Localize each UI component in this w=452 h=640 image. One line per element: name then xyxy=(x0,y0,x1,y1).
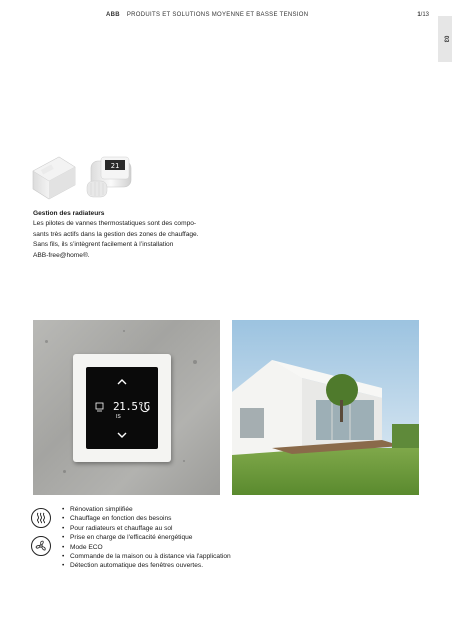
heating-waves-icon xyxy=(31,508,51,528)
thermostat-photo xyxy=(33,320,220,495)
valve-right xyxy=(87,157,131,197)
product-title: Gestion des radiateurs xyxy=(33,210,105,217)
page-current: 1 xyxy=(417,12,421,18)
feature-item: • Détection automatique des fenêtres ouvertes. xyxy=(62,561,231,570)
page-number xyxy=(417,12,429,18)
feature-item: • Pour radiateurs et chauffage au sol xyxy=(62,524,231,533)
temperature-display: 21.5°C xyxy=(113,400,150,413)
header-title: PRODUITS ET SOLUTIONS MOYENNE ET BASSE TENSION xyxy=(126,12,309,18)
thermostat-screen[interactable] xyxy=(86,367,158,449)
page-total: /13 xyxy=(420,12,429,18)
section-tab-label: 03 xyxy=(442,35,448,43)
thermostat-frame xyxy=(73,354,171,462)
chevron-down-icon[interactable] xyxy=(118,433,126,437)
temperature-unit-label: IS xyxy=(116,414,121,420)
valve-display-text: 21 xyxy=(110,162,120,170)
feature-list xyxy=(62,505,231,571)
product-description: Les pilotes de vannes thermostatiques sont des compo- sants très actifs dans la gestion des zones de chauffage. Sans fils, ils s’intègrent facilement à l’installation ABB-free@home®. xyxy=(33,220,199,259)
feature-item: • Mode ECO xyxy=(62,543,231,552)
radiator-valves-image xyxy=(31,145,141,205)
feature-item: • Prise en charge de l'efficacité énergétique xyxy=(62,533,231,542)
feature-item: • Rénovation simplifiée xyxy=(62,505,231,514)
fan-icon xyxy=(31,536,51,556)
page-header xyxy=(106,12,308,18)
heating-mode-icon[interactable] xyxy=(96,403,103,411)
section-tab[interactable] xyxy=(438,16,452,62)
brand-logo: ABB xyxy=(106,12,120,18)
house-illustration xyxy=(232,320,419,495)
chevron-up-icon[interactable] xyxy=(118,380,126,384)
valve-left xyxy=(33,157,75,199)
house-photo xyxy=(232,320,419,495)
feature-item: • Commande de la maison ou à distance via l'application xyxy=(62,552,231,561)
feature-item: • Chauffage en fonction des besoins xyxy=(62,514,231,523)
